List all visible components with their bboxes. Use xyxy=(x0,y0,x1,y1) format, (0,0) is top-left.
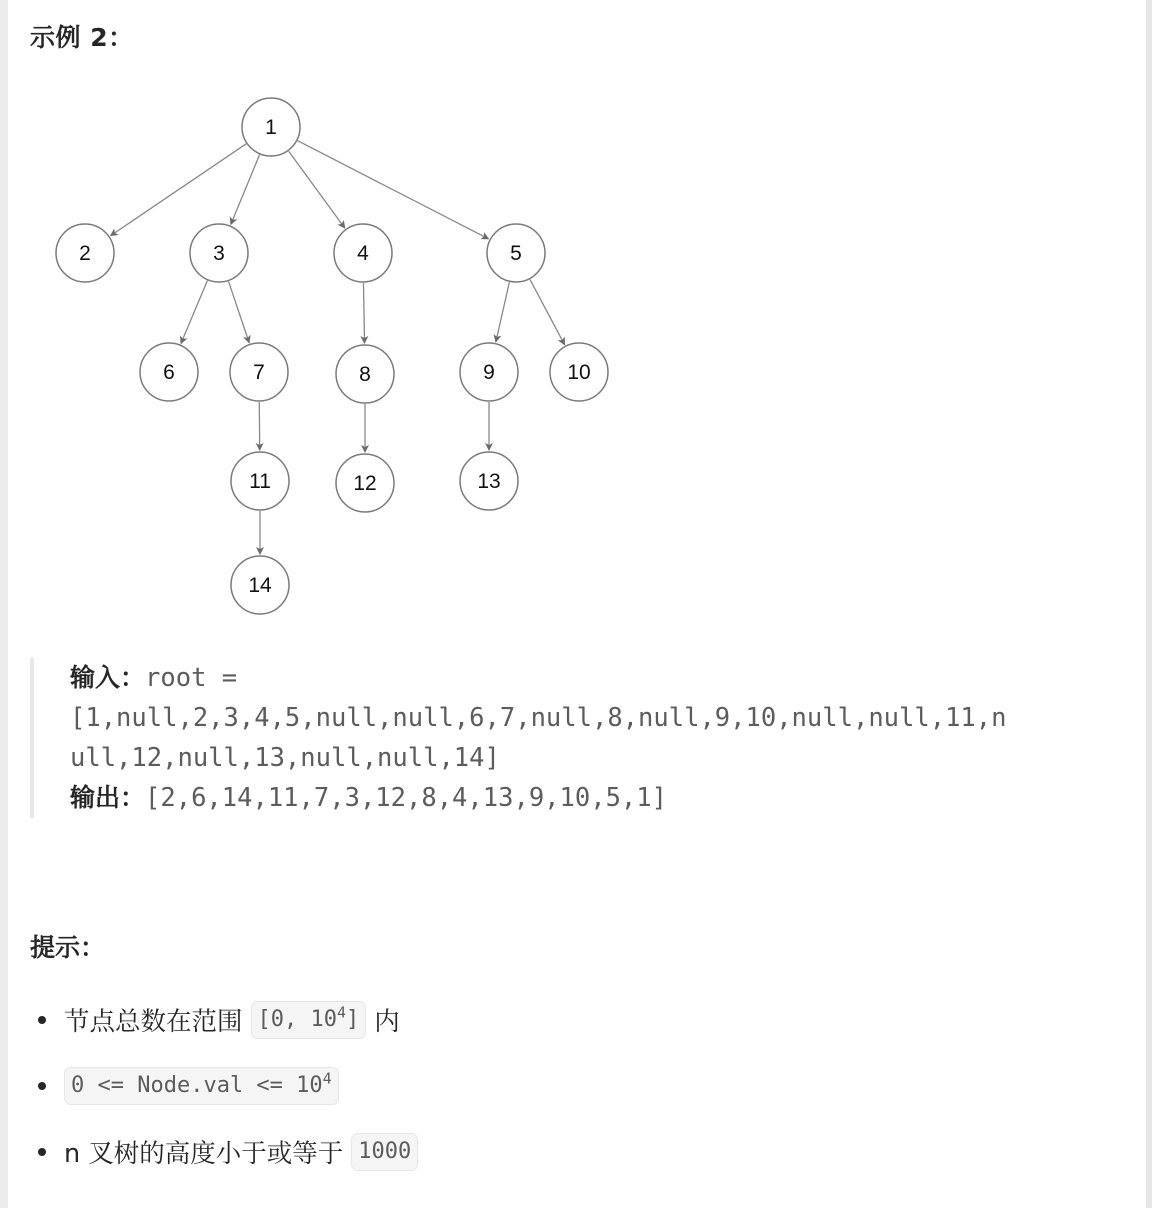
svg-text:13: 13 xyxy=(477,470,501,493)
svg-text:12: 12 xyxy=(353,472,377,495)
tree-edge xyxy=(181,281,207,344)
svg-text:1: 1 xyxy=(265,116,277,139)
tree-node xyxy=(460,343,518,401)
tree-edge xyxy=(530,280,564,345)
constraint-item xyxy=(30,1066,347,1106)
constraint-item xyxy=(30,1000,400,1040)
bullet-icon xyxy=(38,1016,46,1024)
tree-node xyxy=(334,224,392,282)
scrollbar-track[interactable] xyxy=(1146,0,1152,1208)
svg-text:9: 9 xyxy=(483,361,495,384)
tree-node xyxy=(56,224,114,282)
input-label: 输入： xyxy=(70,663,146,692)
tree-node xyxy=(242,98,300,156)
tree-node xyxy=(550,343,608,401)
inline-code xyxy=(251,1001,367,1039)
tree-node xyxy=(231,452,289,510)
tree-node xyxy=(230,343,288,401)
svg-text:2: 2 xyxy=(79,242,91,265)
tree-node xyxy=(336,345,394,403)
tree-node xyxy=(231,556,289,614)
constraint-item xyxy=(30,1132,426,1172)
constraint-suffix: 内 xyxy=(374,1007,400,1037)
tree-node xyxy=(140,343,198,401)
bullet-icon xyxy=(38,1082,46,1090)
code-text: 0 <= Node.val <= 10 xyxy=(71,1073,323,1098)
n-ary-tree-diagram xyxy=(0,0,700,630)
superscript: 4 xyxy=(322,1069,332,1088)
tree-edge xyxy=(111,144,246,236)
svg-text:6: 6 xyxy=(163,361,175,384)
example-io-text xyxy=(70,658,1110,818)
superscript: 4 xyxy=(337,1003,347,1022)
tree-edge xyxy=(231,155,260,225)
output-value: [2,6,14,11,7,3,12,8,4,13,9,10,5,1] xyxy=(145,783,667,813)
code-suffix: ] xyxy=(346,1007,360,1032)
tree-node xyxy=(190,224,248,282)
svg-text:8: 8 xyxy=(359,363,371,386)
tree-edge xyxy=(496,282,510,342)
hints-title: 提示： xyxy=(30,933,106,962)
output-label: 输出： xyxy=(70,783,146,812)
svg-text:11: 11 xyxy=(249,470,271,493)
code-text: [0, 10 xyxy=(257,1007,337,1032)
tree-edge xyxy=(289,151,345,228)
tree-edge xyxy=(229,281,250,342)
svg-text:3: 3 xyxy=(213,242,225,265)
example-title: 示例 2： xyxy=(30,23,134,52)
tree-edge xyxy=(298,141,489,239)
input-line-3: ull,12,null,13,null,null,14] xyxy=(70,743,500,773)
svg-text:4: 4 xyxy=(357,242,369,265)
example-io-blockquote xyxy=(30,658,1114,818)
svg-text:14: 14 xyxy=(248,574,272,597)
inline-code xyxy=(64,1067,339,1105)
svg-text:7: 7 xyxy=(253,361,265,384)
tree-node xyxy=(336,454,394,512)
bullet-icon xyxy=(38,1148,46,1156)
tree-node xyxy=(487,224,545,282)
input-line-1: root = xyxy=(145,663,238,693)
tree-edge xyxy=(363,283,364,343)
input-line-2: [1,null,2,3,4,5,null,null,6,7,null,8,null,9,10,null,null,11,n xyxy=(70,703,1007,733)
svg-text:5: 5 xyxy=(510,242,522,265)
tree-node xyxy=(460,452,518,510)
inline-code: 1000 xyxy=(351,1133,418,1171)
svg-text:10: 10 xyxy=(567,361,591,384)
constraint-text: 节点总数在范围 xyxy=(64,1007,243,1037)
constraint-text: n 叉树的高度小于或等于 xyxy=(64,1139,344,1169)
